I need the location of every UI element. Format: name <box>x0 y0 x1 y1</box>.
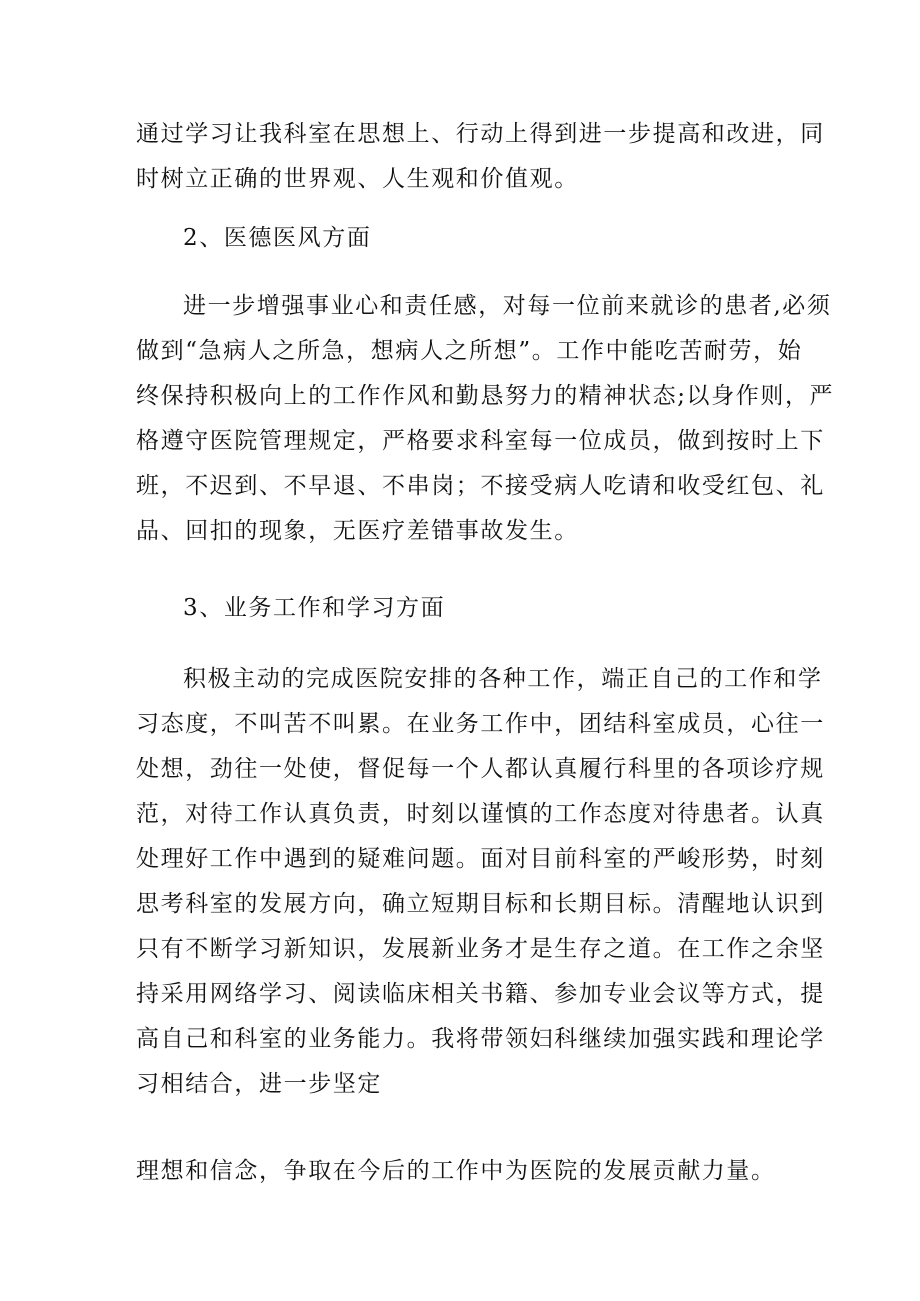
text-line: 只有不断学习新知识，发展新业务才是生存之道。在工作之余坚 <box>136 936 825 962</box>
text-line: 理想和信念，争取在今后的工作中为医院的发展贡献力量。 <box>136 1158 776 1184</box>
text-line: 习态度，不叫苦不叫累。在业务工作中，团结科室成员，心往一 <box>136 711 825 737</box>
paragraph-medical-ethics <box>136 284 835 554</box>
text-line: 格遵守医院管理规定，严格要求科室每一位成员，做到按时上下 <box>136 428 825 454</box>
heading-text: 3、业务工作和学习方面 <box>183 595 446 621</box>
heading-text: 2、医德医风方面 <box>183 225 372 251</box>
paragraph-intro <box>136 112 825 202</box>
text-line: 终保持积极向上的工作作风和勤恳努力的精神状态;以身作则，严 <box>136 383 835 409</box>
text-line: 持采用网络学习、阅读临床相关书籍、参加专业会议等方式，提 <box>136 981 825 1007</box>
text-line: 做到“急病人之所急，想病人之所想”。工作中能吃苦耐劳，始 <box>136 338 803 364</box>
text-line: 积极主动的完成医院安排的各种工作，端正自己的工作和学 <box>183 666 823 692</box>
text-line: 品、回扣的现象，无医疗差错事故发生。 <box>136 518 579 544</box>
text-line: 时树立正确的世界观、人生观和价值观。 <box>136 166 579 192</box>
paragraph-business-study <box>136 657 825 1107</box>
text-line: 班，不迟到、不早退、不串岗；不接受病人吃请和收受红包、礼 <box>136 473 825 499</box>
text-line: 进一步增强事业心和责任感，对每一位前来就诊的患者,必须 <box>183 293 832 319</box>
text-line: 处理好工作中遇到的疑难问题。面对目前科室的严峻形势，时刻 <box>136 846 825 872</box>
text-line: 通过学习让我科室在思想上、行动上得到进一步提高和改进，同 <box>136 121 825 147</box>
text-line: 思考科室的发展方向，确立短期目标和长期目标。清醒地认识到 <box>136 891 825 917</box>
text-line: 高自己和科室的业务能力。我将带领妇科继续加强实践和理论学 <box>136 1026 825 1052</box>
text-line: 习相结合，进一步坚定 <box>136 1071 382 1097</box>
section-heading-medical-ethics <box>183 216 843 261</box>
text-line: 处想，劲往一处使，督促每一个人都认真履行科里的各项诊疗规 <box>136 756 825 782</box>
section-heading-business-study <box>183 586 843 631</box>
paragraph-closing <box>136 1149 796 1194</box>
text-line: 范，对待工作认真负责，时刻以谨慎的工作态度对待患者。认真 <box>136 801 825 827</box>
